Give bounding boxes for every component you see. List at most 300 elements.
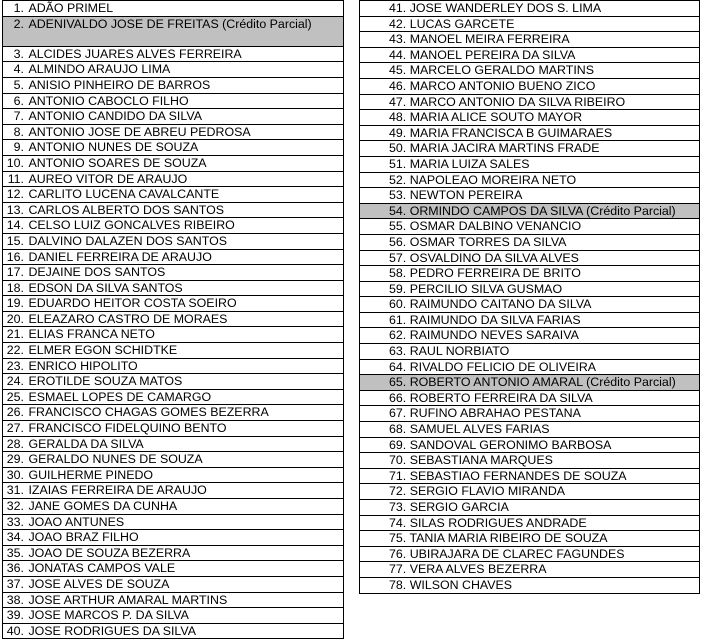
- name-cell: [3, 140, 344, 156]
- person-name: ANTONIO NUNES DE SOUZA: [28, 140, 199, 155]
- person-name: NEWTON PEREIRA: [409, 188, 523, 203]
- name-cell-content: [3, 374, 182, 388]
- name-cell: [360, 375, 700, 391]
- row-number: 12.: [6, 187, 24, 202]
- name-row: [3, 171, 344, 187]
- person-name: MARIA ALICE SOUTO MAYOR: [409, 110, 583, 125]
- name-cell-content: [3, 452, 203, 466]
- name-row: [3, 233, 344, 249]
- row-number: 31.: [6, 483, 24, 498]
- name-row: [360, 437, 700, 453]
- name-row: [360, 266, 700, 282]
- name-cell-content: [360, 173, 576, 187]
- name-cell: [3, 249, 344, 265]
- name-cell-content: [360, 391, 593, 405]
- name-cell-content: [360, 360, 596, 374]
- name-cell: [3, 109, 344, 125]
- name-row: [360, 172, 700, 188]
- name-row: [3, 249, 344, 265]
- name-row: [3, 218, 344, 234]
- name-list-right: [360, 1, 700, 594]
- person-name: RAUL NORBIATO: [409, 344, 510, 359]
- row-number: 17.: [6, 265, 24, 280]
- name-cell: [3, 233, 344, 249]
- person-name: SEBASTIAO FERNANDES DE SOUZA: [409, 468, 627, 483]
- name-row: [3, 202, 344, 218]
- name-row: [3, 561, 344, 577]
- person-name: GUILHERME PINEDO: [28, 467, 154, 482]
- name-cell: [360, 78, 700, 94]
- name-row: [3, 311, 344, 327]
- person-name: PEDRO FERREIRA DE BRITO: [409, 266, 581, 281]
- name-cell: [360, 406, 700, 422]
- name-cell: [360, 156, 700, 172]
- row-number: 62.: [389, 328, 407, 343]
- person-name: OSMAR DALBINO VENANCIO: [409, 219, 582, 234]
- person-name: MANOEL PEREIRA DA SILVA: [409, 47, 576, 62]
- person-name: JOSE MARCOS P. DA SILVA: [28, 608, 189, 623]
- name-cell: [360, 281, 700, 297]
- name-cell: [3, 467, 344, 483]
- name-cell-content: [3, 218, 235, 232]
- name-cell: [3, 187, 344, 203]
- row-number: 37.: [6, 576, 24, 591]
- name-cell-content: [360, 297, 591, 311]
- name-row: [360, 141, 700, 157]
- person-name: RAIMUNDO DA SILVA FARIAS: [409, 312, 581, 327]
- name-cell-content: [3, 437, 144, 451]
- name-cell: [360, 188, 700, 204]
- name-row: [3, 576, 344, 592]
- person-name: DANIEL FERREIRA DE ARAUJO: [28, 249, 212, 264]
- row-number: 55.: [389, 219, 407, 234]
- name-row: [3, 93, 344, 109]
- name-cell-content: [360, 110, 582, 124]
- row-number: 2.: [13, 16, 24, 31]
- name-row: [3, 77, 344, 93]
- person-name: MARCELO GERALDO MARTINS: [409, 63, 594, 78]
- row-number: 56.: [389, 234, 407, 249]
- name-cell: [3, 171, 344, 187]
- row-number: 39.: [6, 608, 24, 623]
- name-cell-content: [3, 94, 189, 108]
- name-cell: [360, 94, 700, 110]
- name-cell: [360, 500, 700, 516]
- name-row: [3, 592, 344, 608]
- person-name: ALCIDES JUARES ALVES FERREIRA: [28, 46, 242, 61]
- row-number: 64.: [389, 359, 407, 374]
- name-cell: [360, 297, 700, 313]
- row-number: 33.: [6, 514, 24, 529]
- person-name: MARIA LUIZA SALES: [409, 156, 530, 171]
- person-name: ELMER EGON SCHIDTKE: [28, 343, 178, 358]
- row-number: 48.: [389, 110, 407, 125]
- person-name: JANE GOMES DA CUNHA: [28, 499, 178, 513]
- row-number: 63.: [389, 344, 407, 359]
- name-cell: [3, 436, 344, 452]
- name-cell: [360, 141, 700, 157]
- name-cell: [360, 546, 700, 562]
- name-row: [3, 514, 344, 530]
- name-cell: [360, 328, 700, 344]
- person-name: LUCAS GARCETE: [409, 16, 515, 31]
- name-row: [360, 47, 700, 63]
- name-cell: [3, 343, 344, 359]
- person-name: RAIMUNDO CAITANO DA SILVA: [409, 297, 592, 312]
- name-cell: [3, 499, 344, 515]
- row-number: 67.: [389, 406, 407, 421]
- name-cell-content: [360, 531, 608, 545]
- row-number: 74.: [389, 515, 407, 530]
- person-name: MARCO ANTONIO DA SILVA RIBEIRO: [409, 94, 626, 109]
- name-cell-content: [360, 219, 581, 233]
- person-name: OSMAR TORRES DA SILVA: [409, 234, 567, 249]
- name-cell: [360, 312, 700, 328]
- row-number: 45.: [389, 63, 407, 78]
- name-cell-content: [3, 187, 219, 201]
- name-cell: [3, 389, 344, 405]
- person-name: ANTONIO JOSE DE ABREU PEDROSA: [28, 124, 251, 139]
- person-name: MARIA JACIRA MARTINS FRADE: [409, 141, 600, 156]
- name-row: [360, 78, 700, 94]
- name-cell-content: [360, 63, 594, 77]
- name-cell: [3, 280, 344, 296]
- name-row: [3, 109, 344, 125]
- name-row: [3, 1, 344, 17]
- row-number: 20.: [6, 311, 24, 326]
- name-cell-content: [3, 47, 242, 61]
- person-name: SILAS RODRIGUES ANDRADE: [409, 515, 587, 530]
- name-cell-content: [3, 499, 177, 513]
- name-cell-content: [360, 79, 595, 93]
- row-number: 18.: [6, 280, 24, 295]
- row-number: 72.: [389, 484, 407, 499]
- person-name: OSVALDINO DA SILVA ALVES: [409, 250, 579, 265]
- row-number: 8.: [13, 124, 24, 139]
- name-cell: [360, 266, 700, 282]
- name-cell-content: [360, 157, 530, 171]
- name-cell-content: [3, 515, 124, 529]
- name-cell-content: [360, 438, 611, 452]
- person-name: ANTONIO CABOCLO FILHO: [28, 93, 189, 108]
- row-number: 69.: [389, 437, 407, 452]
- name-cell-content: [3, 343, 177, 357]
- name-cell-content: [360, 375, 676, 389]
- name-cell: [3, 545, 344, 561]
- row-number: 23.: [6, 358, 24, 373]
- name-cell: [360, 484, 700, 500]
- person-name: IZAIAS FERREIRA DE ARAUJO: [28, 483, 207, 498]
- row-number: 1.: [13, 1, 24, 15]
- name-cell-content: [3, 265, 165, 279]
- name-cell: [3, 77, 344, 93]
- person-name: ORMINDO CAMPOS DA SILVA (Crédito Parcial): [409, 203, 676, 218]
- name-row: [360, 359, 700, 375]
- row-number: 46.: [389, 78, 407, 93]
- name-row: [360, 546, 700, 562]
- name-cell: [3, 623, 344, 639]
- person-name: ROBERTO FERREIRA DA SILVA: [409, 390, 593, 405]
- name-cell: [3, 327, 344, 343]
- name-cell-content: [3, 172, 187, 186]
- name-cell-content: [3, 78, 210, 92]
- person-name: ROBERTO ANTONIO AMARAL (Crédito Parcial): [409, 375, 676, 390]
- name-row: [3, 280, 344, 296]
- name-cell: [360, 359, 700, 375]
- row-number: 77.: [389, 562, 407, 577]
- name-cell: [3, 561, 344, 577]
- name-cell-content: [360, 484, 565, 498]
- name-cell-content: [3, 109, 202, 123]
- person-name: EROTILDE SOUZA MATOS: [28, 374, 183, 389]
- person-name: MARCO ANTONIO BUENO ZICO: [409, 78, 596, 93]
- person-name: NAPOLEAO MOREIRA NETO: [409, 172, 577, 187]
- person-name: JOAO DE SOUZA BEZERRA: [28, 545, 191, 560]
- name-row: [360, 562, 700, 578]
- person-name: JOSE WANDERLEY DOS S. LIMA: [409, 1, 602, 15]
- name-cell: [3, 483, 344, 499]
- name-cell: [3, 530, 344, 546]
- name-row: [360, 234, 700, 250]
- person-name: JOAO ANTUNES: [28, 514, 125, 529]
- person-name: CARLITO LUCENA CAVALCANTE: [28, 187, 220, 202]
- person-name: JOSE ALVES DE SOUZA: [28, 576, 170, 591]
- name-cell: [3, 155, 344, 171]
- row-number: 59.: [389, 281, 407, 296]
- name-cell-content: [360, 188, 522, 202]
- name-cell: [3, 46, 344, 62]
- name-cell-content: [3, 234, 227, 248]
- name-cell: [3, 374, 344, 390]
- row-number: 73.: [389, 500, 407, 514]
- name-cell-content: [360, 251, 579, 265]
- person-name: DALVINO DALAZEN DOS SANTOS: [28, 233, 227, 248]
- name-row: [3, 467, 344, 483]
- name-row: [3, 343, 344, 359]
- name-cell-content: [360, 266, 581, 280]
- name-row: [3, 545, 344, 561]
- name-table-left: [2, 0, 344, 639]
- row-number: 6.: [13, 93, 24, 108]
- name-list-left: [3, 1, 344, 639]
- row-number: 30.: [6, 467, 24, 482]
- row-number: 22.: [6, 343, 24, 358]
- name-cell-content: [3, 359, 138, 373]
- row-number: 34.: [6, 530, 24, 545]
- name-cell: [3, 576, 344, 592]
- row-number: 26.: [6, 405, 24, 420]
- name-row: [360, 453, 700, 469]
- name-cell-content: [3, 561, 175, 575]
- row-number: 35.: [6, 545, 24, 560]
- name-cell: [3, 16, 344, 46]
- row-number: 4.: [13, 62, 24, 77]
- name-cell-content: [360, 344, 509, 358]
- row-number: 52.: [389, 172, 407, 187]
- name-cell: [360, 32, 700, 48]
- person-name: ADENIVALDO JOSE DE FREITAS (Crédito Parcial): [28, 16, 312, 31]
- name-cell-content: [360, 406, 581, 420]
- name-row: [360, 515, 700, 531]
- row-number: 15.: [6, 233, 24, 248]
- name-cell-content: [3, 140, 198, 154]
- name-row: [3, 187, 344, 203]
- name-row: [3, 327, 344, 343]
- row-number: 24.: [6, 374, 24, 389]
- name-cell: [3, 62, 344, 78]
- name-cell-content: [360, 547, 625, 561]
- name-row: [3, 452, 344, 468]
- name-row: [3, 530, 344, 546]
- person-name: CARLOS ALBERTO DOS SANTOS: [28, 202, 225, 217]
- name-cell-content: [360, 453, 553, 467]
- name-row: [360, 577, 700, 593]
- person-name: UBIRAJARA DE CLAREC FAGUNDES: [409, 546, 625, 561]
- name-cell-content: [3, 421, 227, 435]
- row-number: 50.: [389, 141, 407, 156]
- name-cell: [360, 16, 700, 32]
- person-name: GERALDO NUNES DE SOUZA: [28, 452, 203, 467]
- name-cell-content: [360, 500, 509, 514]
- row-number: 5.: [13, 77, 24, 92]
- name-cell: [3, 265, 344, 281]
- name-row: [360, 344, 700, 360]
- row-number: 44.: [389, 47, 407, 62]
- name-cell: [3, 93, 344, 109]
- name-row: [360, 297, 700, 313]
- person-name: FRANCISCO CHAGAS GOMES BEZERRA: [28, 405, 269, 420]
- row-number: 49.: [389, 125, 407, 140]
- person-name: SANDOVAL GERONIMO BARBOSA: [409, 437, 612, 452]
- name-row: [3, 358, 344, 374]
- row-number: 53.: [389, 188, 407, 203]
- row-number: 47.: [389, 94, 407, 109]
- person-name: MARIA FRANCISCA B GUIMARAES: [409, 125, 613, 140]
- row-number: 66.: [389, 390, 407, 405]
- row-number: 3.: [13, 46, 24, 61]
- name-cell-content: [360, 562, 547, 576]
- name-cell-content: [3, 577, 169, 591]
- person-name: RAIMUNDO NEVES SARAIVA: [409, 328, 579, 343]
- name-cell-content: [3, 156, 207, 170]
- name-row: [360, 281, 700, 297]
- person-name: ANISIO PINHEIRO DE BARROS: [28, 77, 211, 92]
- name-cell: [360, 531, 700, 547]
- name-cell-content: [3, 281, 183, 295]
- person-name: ELIAS FRANCA NETO: [28, 327, 155, 342]
- name-cell: [3, 514, 344, 530]
- name-row: [360, 16, 700, 32]
- name-cell-content: [3, 125, 251, 139]
- name-row: [360, 500, 700, 516]
- row-number: 19.: [6, 296, 24, 311]
- name-cell: [360, 437, 700, 453]
- name-row: [3, 296, 344, 312]
- name-row: [360, 32, 700, 48]
- person-name: JOAO BRAZ FILHO: [28, 530, 139, 545]
- name-cell-content: [3, 62, 170, 76]
- name-cell: [3, 202, 344, 218]
- name-cell-content: [3, 390, 211, 404]
- name-row: [3, 436, 344, 452]
- name-row: [360, 531, 700, 547]
- row-number: 70.: [389, 453, 407, 468]
- name-cell: [360, 453, 700, 469]
- name-cell: [3, 1, 344, 17]
- row-number: 13.: [6, 202, 24, 217]
- name-row: [3, 124, 344, 140]
- name-cell-content: [360, 32, 570, 46]
- name-cell-content: [3, 468, 153, 482]
- name-cell-content: [3, 296, 237, 310]
- person-name: ADÃO PRIMEL: [28, 1, 114, 15]
- name-cell-content: [3, 405, 269, 419]
- name-row: [360, 484, 700, 500]
- person-name: GERALDA DA SILVA: [28, 436, 144, 451]
- name-row: [3, 389, 344, 405]
- name-cell-content: [3, 327, 155, 341]
- name-cell-content: [360, 204, 676, 218]
- name-row: [3, 46, 344, 62]
- row-number: 78.: [389, 577, 407, 592]
- name-cell-content: [3, 203, 224, 217]
- name-cell: [3, 358, 344, 374]
- row-number: 75.: [389, 531, 407, 546]
- name-cell-content: [360, 48, 575, 62]
- name-row: [360, 63, 700, 79]
- row-number: 21.: [6, 327, 24, 342]
- name-table-right: [359, 0, 700, 594]
- name-row: [360, 94, 700, 110]
- row-number: 65.: [389, 375, 407, 390]
- name-cell: [3, 405, 344, 421]
- name-cell: [3, 218, 344, 234]
- name-row: [360, 125, 700, 141]
- person-name: SAMUEL ALVES FARIAS: [409, 422, 550, 437]
- name-cell: [360, 250, 700, 266]
- row-number: 54.: [389, 203, 407, 218]
- name-cell: [360, 422, 700, 438]
- row-number: 16.: [6, 249, 24, 264]
- name-cell: [360, 468, 700, 484]
- name-row: [360, 422, 700, 438]
- name-cell-content: [3, 1, 113, 15]
- name-cell-content: [3, 546, 190, 560]
- name-row: [360, 203, 700, 219]
- name-row: [3, 405, 344, 421]
- name-cell: [3, 311, 344, 327]
- name-cell-content: [360, 1, 601, 15]
- name-cell: [3, 296, 344, 312]
- person-name: RIVALDO FELICIO DE OLIVEIRA: [409, 359, 597, 374]
- name-row: [3, 421, 344, 437]
- person-name: SERGIO FLAVIO MIRANDA: [409, 484, 566, 499]
- name-cell-content: [360, 328, 579, 342]
- person-name: PERCILIO SILVA GUSMAO: [409, 281, 563, 296]
- name-cell-content: [360, 141, 599, 155]
- name-cell-content: [360, 282, 562, 296]
- name-cell: [360, 110, 700, 126]
- name-cell-content: [3, 624, 196, 638]
- person-name: TANIA MARIA RIBEIRO DE SOUZA: [409, 531, 608, 546]
- row-number: 68.: [389, 422, 407, 437]
- name-row: [3, 16, 344, 46]
- name-row: [360, 328, 700, 344]
- name-cell: [360, 219, 700, 235]
- name-cell-content: [3, 593, 227, 607]
- row-number: 51.: [389, 156, 407, 171]
- name-cell: [360, 63, 700, 79]
